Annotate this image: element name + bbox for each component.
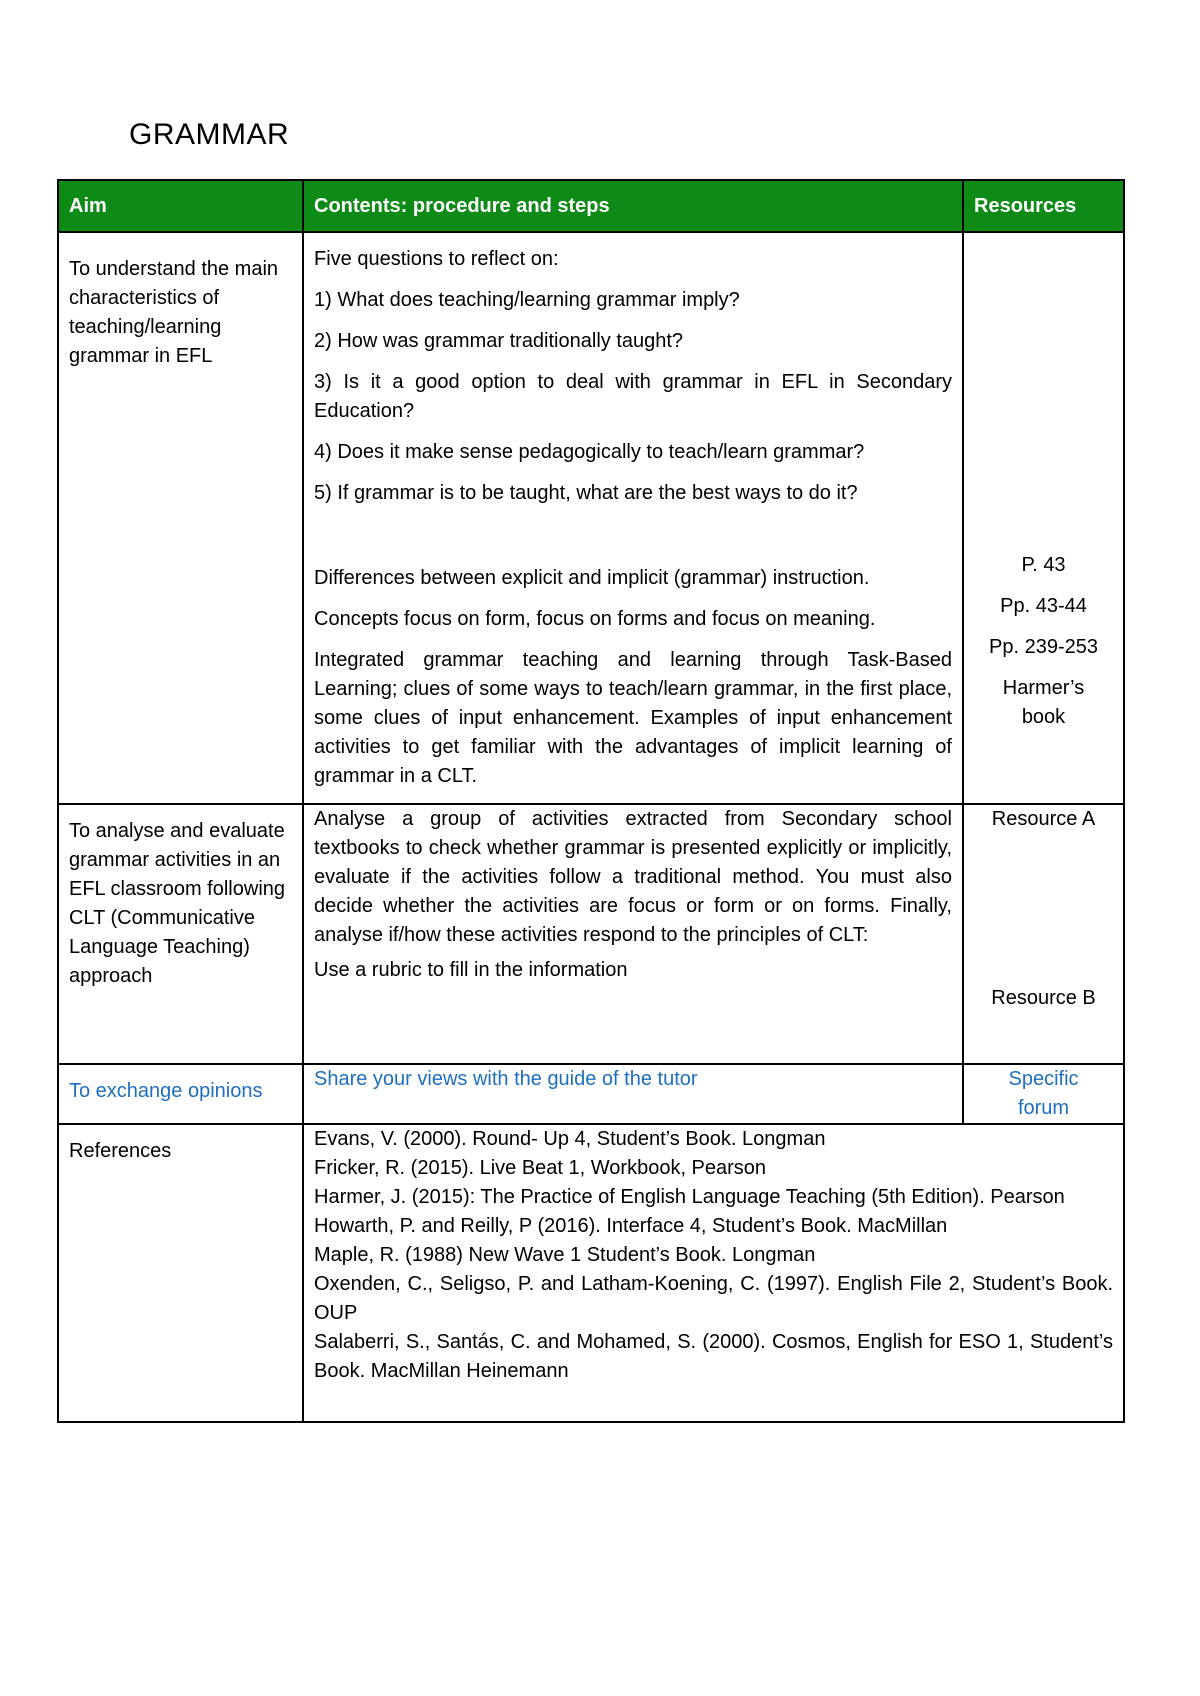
- header-aim: Aim: [58, 180, 303, 232]
- content-point: Integrated grammar teaching and learning through Task-Based Learning; clues of some ways to teach/learn grammar, in the first place, some clues of input enhancement. Examples of input enhancement activities to get familiar with the advantages of implicit learning of grammar in a CLT.: [314, 649, 952, 787]
- question-item: 1) What does teaching/learning grammar imply?: [314, 289, 740, 311]
- contents-cell: [303, 1064, 963, 1124]
- resources-cell: [963, 232, 1124, 804]
- question-item: 2) How was grammar traditionally taught?: [314, 330, 684, 352]
- header-contents: Contents: procedure and steps: [303, 180, 963, 232]
- table-row: [58, 232, 1124, 804]
- content-text: Use a rubric to fill in the information: [314, 959, 628, 981]
- resource-page-ref: Pp. 43-44: [1000, 595, 1087, 617]
- table-row: [58, 804, 1124, 1064]
- table-row: [58, 1064, 1124, 1124]
- content-point: Differences between explicit and implicit (grammar) instruction.: [314, 567, 870, 589]
- reference-item: Salaberri, S., Santás, C. and Mohamed, S. (2000). Cosmos, English for ESO 1, Student’s Book. MacMillan Heinemann: [314, 1331, 1113, 1382]
- header-row: [58, 180, 1124, 232]
- page-title: GRAMMAR: [129, 118, 290, 151]
- aim-cell: [58, 804, 303, 1064]
- content-text: Analyse a group of activities extracted from Secondary school textbooks to check whether grammar is presented explicitly or implicitly, evaluate if the activities follow a traditional method. You must also decide whether the activities are focus or form or on forms. Finally, analyse if/how these activities respond to the principles of CLT:: [314, 808, 952, 946]
- question-item: 4) Does it make sense pedagogically to teach/learn grammar?: [314, 441, 865, 463]
- table-row: [58, 1124, 1124, 1422]
- aim-text: To understand the main characteristics of teaching/learning grammar in EFL: [69, 258, 279, 367]
- reference-item: Oxenden, C., Seligso, P. and Latham-Koening, C. (1997). English File 2, Student’s Book. OUP: [314, 1273, 1113, 1324]
- resource-a: Resource A: [991, 808, 1096, 830]
- aim-cell: [58, 232, 303, 804]
- forum-link[interactable]: Specific forum: [1008, 1068, 1079, 1119]
- reference-item: Evans, V. (2000). Round- Up 4, Student’s Book. Longman: [314, 1128, 826, 1150]
- reference-item: Fricker, R. (2015). Live Beat 1, Workbook, Pearson: [314, 1157, 767, 1179]
- contents-cell: [303, 232, 963, 804]
- resource-page-ref: P. 43: [1021, 554, 1066, 576]
- contents-cell: [303, 804, 963, 1064]
- reference-item: Maple, R. (1988) New Wave 1 Student’s Book. Longman: [314, 1244, 816, 1266]
- content-text: Share your views with the guide of the tutor: [314, 1068, 698, 1090]
- reference-item: Harmer, J. (2015): The Practice of English Language Teaching (5th Edition). Pearson: [314, 1186, 1065, 1208]
- question-item: 3) Is it a good option to deal with grammar in EFL in Secondary Education?: [314, 371, 952, 422]
- references-cell: [303, 1124, 1124, 1422]
- questions-intro: Five questions to reflect on:: [314, 248, 559, 270]
- aim-text: To exchange opinions: [69, 1080, 263, 1102]
- question-item: 5) If grammar is to be taught, what are the best ways to do it?: [314, 482, 858, 504]
- resource-book-ref: Harmer’s book: [1002, 677, 1085, 728]
- content-point: Concepts focus on form, focus on forms and focus on meaning.: [314, 608, 876, 630]
- aim-cell: [58, 1064, 303, 1124]
- lesson-plan-table: [57, 179, 1125, 1423]
- header-resources: Resources: [963, 180, 1124, 232]
- references-label-cell: [58, 1124, 303, 1422]
- resources-cell: [963, 1064, 1124, 1124]
- references-label: References: [69, 1140, 172, 1162]
- resource-page-ref: Pp. 239-253: [989, 636, 1098, 658]
- resources-cell: [963, 804, 1124, 1064]
- reference-item: Howarth, P. and Reilly, P (2016). Interface 4, Student’s Book. MacMillan: [314, 1215, 948, 1237]
- resource-b: Resource B: [991, 987, 1096, 1009]
- aim-text: To analyse and evaluate grammar activities in an EFL classroom following CLT (Communicative Language Teaching) approach: [69, 820, 286, 987]
